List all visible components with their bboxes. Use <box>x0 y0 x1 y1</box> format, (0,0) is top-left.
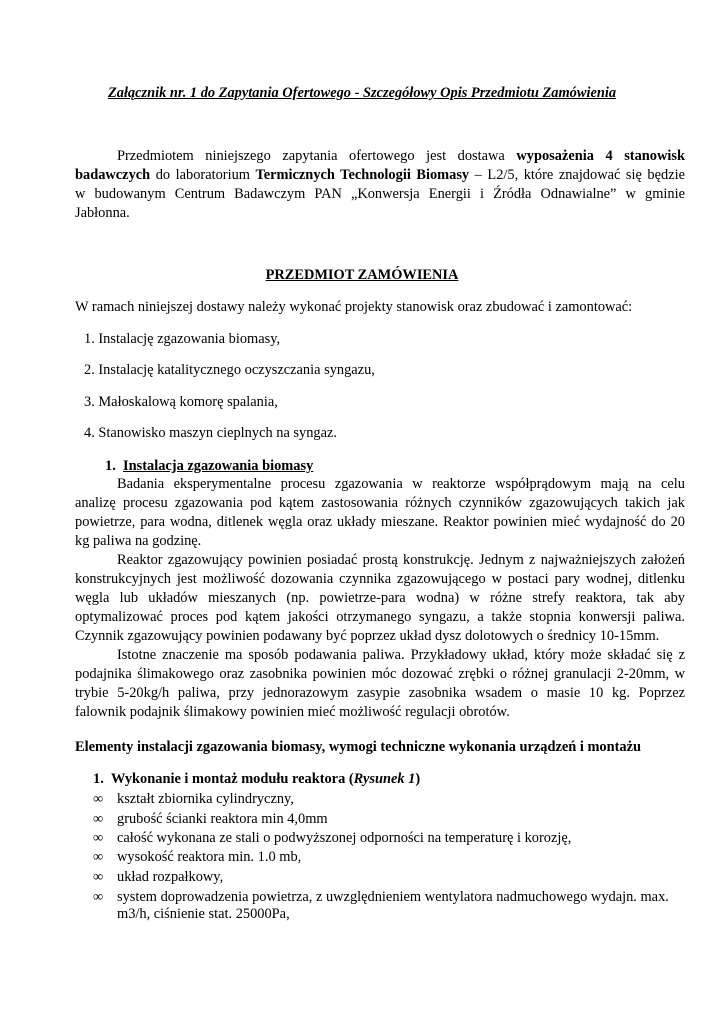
infinity-bullet-icon: ∞ <box>93 869 104 885</box>
section1-line: Istotne znaczenie ma sposób podawania paliwa. Przykładowy układ, który może składać się z <box>117 647 685 663</box>
scope-intro: W ramach niniejszej dostawy należy wykonać projekty stanowisk oraz zbudować i zamontować: <box>75 299 633 315</box>
intro-bold-stands: badawczych <box>75 167 151 183</box>
intro-text: Przedmiotem niniejszego zapytania ofertowego jest dostawa <box>117 148 517 164</box>
module-number: 1. <box>93 771 104 787</box>
bullet-text: system doprowadzenia powietrza, z uwzględnieniem wentylatora nadmuchowego wydajn. max. <box>117 889 669 905</box>
section1-title: Instalacja zgazowania biomasy <box>123 458 314 474</box>
intro-text: – L2/5, które znajdować się będzie <box>469 167 685 183</box>
scope-item-3: 3. Małoskalową komorę spalania, <box>84 394 278 410</box>
intro-bold-equipment: wyposażenia 4 stanowisk <box>516 148 685 164</box>
section1-number: 1. <box>105 458 116 474</box>
section1-line: analizę procesu zgazowania pod kątem zastosowania różnych czynników zgazowujących takich jak <box>75 495 685 511</box>
bullet-item <box>93 868 223 886</box>
module-figure-ref: Rysunek 1 <box>353 771 416 787</box>
bullet-item <box>93 810 328 828</box>
elements-heading: Elementy instalacji zgazowania biomasy, wymogi techniczne wykonania urządzeń i montażu <box>75 739 642 755</box>
intro-line-3: w budowanym Centrum Badawczym PAN „Konwersja Energii i Źródła Odnawialne” w gminie <box>75 186 685 202</box>
section1-heading <box>105 457 313 475</box>
bullet-item <box>93 888 669 906</box>
bullet-text: całość wykonana ze stali o podwyższonej odporności na temperaturę i korozję, <box>117 830 572 846</box>
intro-bold-lab-name: Termicznych Technologii Biomasy <box>255 167 470 183</box>
bullet-item <box>93 829 571 847</box>
intro-line-4: Jabłonna. <box>75 205 130 221</box>
section1-line: podajnika ślimakowego oraz zasobnika powinien móc dozować zrębki o różnej granulacji 2-20mm, w <box>75 666 685 682</box>
module-title: Wykonanie i montaż modułu reaktora ( <box>111 771 354 787</box>
section-heading: PRZEDMIOT ZAMÓWIENIA <box>265 267 459 283</box>
intro-text: do laboratorium <box>150 167 256 183</box>
section1-line: Czynnik zgazowujący powinien podawany być poprzez układ dysz dolotowych o średnicy 10-15mm. <box>75 628 660 644</box>
intro-line-1 <box>75 147 685 165</box>
scope-item-2: 2. Instalację katalitycznego oczyszczania syngazu, <box>84 362 375 378</box>
infinity-bullet-icon: ∞ <box>93 811 104 827</box>
scope-item-4: 4. Stanowisko maszyn cieplnych na syngaz. <box>84 425 337 441</box>
scope-item-1: 1. Instalację zgazowania biomasy, <box>84 331 281 347</box>
bullet-text: kształt zbiornika cylindryczny, <box>117 791 294 807</box>
intro-line-2 <box>75 166 685 184</box>
section1-line: kg paliwa na godzinę. <box>75 533 202 549</box>
infinity-bullet-icon: ∞ <box>93 849 104 865</box>
section1-line: Badania eksperymentalne procesu zgazowania w reaktorze współprądowym mają na celu <box>117 476 685 492</box>
section1-line: falownik podajnik ślimakowy powinien mieć możliwość regulacji obrotów. <box>75 704 510 720</box>
section1-line: optymalizować proces pod kątem jakości otrzymanego syngazu, a także stopnia konwersji paliwa. <box>75 609 685 625</box>
bullet-continuation: m3/h, ciśnienie stat. 25000Pa, <box>117 906 290 922</box>
infinity-bullet-icon: ∞ <box>93 889 104 905</box>
section1-line: konstrukcyjnych jest możliwość dozowania czynnika zgazowującego w postaci pary wodnej, ditlenku <box>75 571 685 587</box>
section1-line: Reaktor zgazowujący powinien posiadać prostą konstrukcję. Jednym z najważniejszych założeń <box>117 552 685 568</box>
bullet-item <box>93 848 301 866</box>
infinity-bullet-icon: ∞ <box>93 791 104 807</box>
module-title-end: ) <box>415 771 421 787</box>
bullet-text: grubość ścianki reaktora min 4,0mm <box>117 811 328 827</box>
bullet-text: układ rozpałkowy, <box>117 869 224 885</box>
infinity-bullet-icon: ∞ <box>93 830 104 846</box>
document-title: Załącznik nr. 1 do Zapytania Ofertowego - Szczegółowy Opis Przedmiotu Zamówienia <box>107 85 617 101</box>
section1-line: trybie 5-20kg/h paliwa, przy jednorazowym zasypie zasobnika wsadem o masie 10 kg. Poprzez <box>75 685 685 701</box>
module-heading <box>93 770 420 788</box>
section1-line: węgla lub układów mieszanych (np. powietrze-para wodna) w różne strefy reaktora, tak aby <box>75 590 685 606</box>
bullet-item <box>93 790 294 808</box>
bullet-text: wysokość reaktora min. 1.0 mb, <box>117 849 302 865</box>
section1-line: powietrze, para wodna, ditlenek węgla oraz układy mieszane. Reaktor powinien mieć wydajność do 20 <box>75 514 685 530</box>
